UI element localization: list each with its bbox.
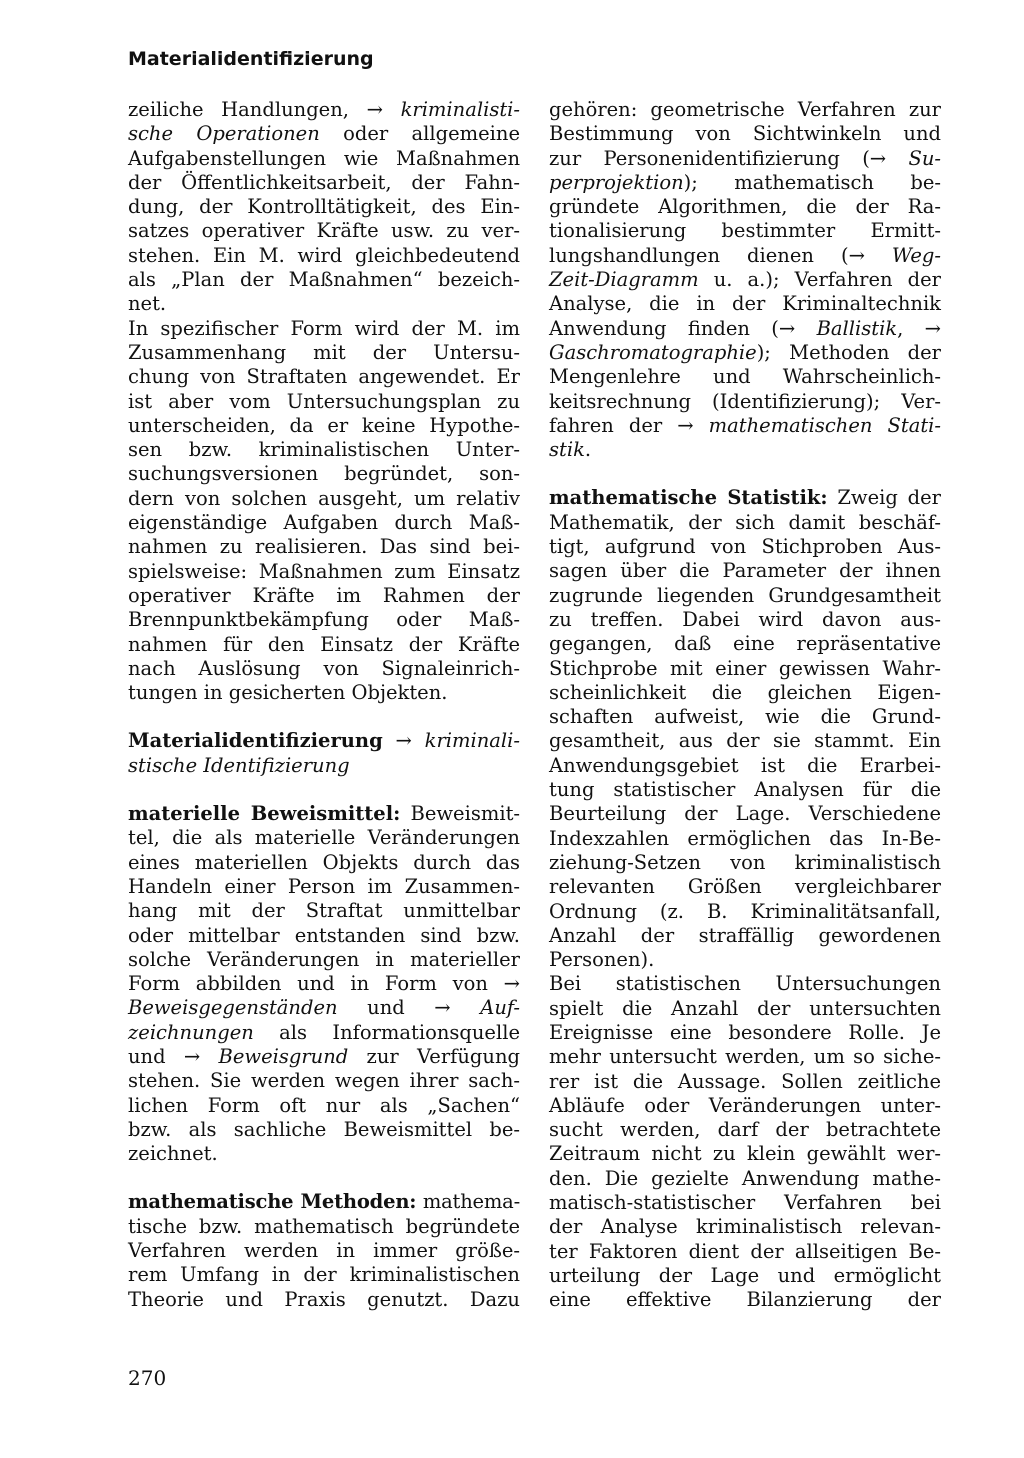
text-line: nach Auslösung von Signaleinrich- [128, 656, 520, 680]
text-line: schaften aufweist, wie die Grund- [549, 705, 941, 729]
text-line: der Analyse kriminalistisch relevan- [549, 1215, 941, 1239]
text-line: Brennpunktbekämpfung oder Maß- [128, 608, 520, 632]
text-line: dung, der Kontrolltätigkeit, des Ein- [128, 195, 520, 219]
cross-reference: Gaschromatographie [549, 340, 757, 364]
text-line: tigt, aufgrund von Stichproben Aus- [549, 535, 941, 559]
text-line: Form abbilden und in Form von → [128, 972, 520, 996]
text-line: eines materiellen Objekts durch das [128, 850, 520, 874]
entry-term: materielle Beweismittel: [128, 802, 401, 826]
text-line: zur Personenidentifizierung (→ Su- [549, 146, 941, 170]
cross-reference: zeichnungen [128, 1020, 254, 1044]
right-column [549, 98, 941, 1313]
text-line: oder mittelbar entstanden sind bzw. [128, 923, 520, 947]
text-line: zugrunde liegenden Grundgesamtheit [549, 583, 941, 607]
cross-reference: stik [549, 438, 585, 462]
text-line: zeiliche Handlungen, → kriminalisti- [128, 98, 520, 121]
text-line: relevanten Größen vergleichbarer [549, 875, 941, 899]
text-line: materielle Beweismittel: Beweismit- [128, 802, 520, 826]
text-line: der Öffentlichkeitsarbeit, der Fahn- [128, 170, 520, 194]
cross-reference: Beweisgegenständen [128, 996, 338, 1020]
text-line: Anwendung finden (→ Ballistik, → [549, 316, 941, 340]
text-line: lichen Form oft nur als „Sachen“ [128, 1093, 520, 1117]
entry-term: mathematische Statistik: [549, 486, 828, 510]
running-head: Materialidentifizierung [128, 48, 374, 70]
text-line: solche Veränderungen in materieller [128, 947, 520, 971]
text-line: Verfahren werden in immer größe- [128, 1239, 520, 1263]
text-line: eigenständige Aufgaben durch Maß- [128, 511, 520, 535]
text-line: tische bzw. mathematisch begründete [128, 1214, 520, 1238]
cross-reference: Su- [908, 146, 941, 170]
text-line: Anzahl der straffällig gewordenen [549, 923, 941, 947]
text-line: nahmen für den Einsatz der Kräfte [128, 632, 520, 656]
text-line: gegangen, daß eine repräsentative [549, 632, 941, 656]
text-line: Ereignisse eine besondere Rolle. Je [549, 1020, 941, 1044]
entry-mathematische-statistik [549, 486, 941, 1312]
text-line: tung statistischer Analysen für die [549, 778, 941, 802]
text-line: sucht werden, darf der betrachtete [549, 1118, 941, 1142]
text-line: Analyse, die in der Kriminaltechnik [549, 292, 941, 316]
text-line: eine effektive Bilanzierung der [549, 1288, 941, 1312]
text-line: perprojektion); mathematisch be- [549, 170, 941, 194]
paragraph-continuation [128, 98, 520, 317]
text-line: Abläufe oder Veränderungen unter- [549, 1093, 941, 1117]
text-line: Beurteilung der Lage. Verschiedene [549, 802, 941, 826]
text-line: mathematische Statistik: Zweig der [549, 486, 941, 510]
text-line: fahren der → mathematischen Stati- [549, 413, 941, 437]
text-line: spielt die Anzahl der untersuchten [549, 996, 941, 1020]
text-line: satzes operativer Kräfte usw. zu ver- [128, 219, 520, 243]
text-line: ist aber vom Untersuchungsplan zu [128, 389, 520, 413]
text-line: Zusammenhang mit der Untersu- [128, 340, 520, 364]
text-line: Ordnung (z. B. Kriminalitätsanfall, [549, 899, 941, 923]
text-line: Zeit-Diagramm u. a.); Verfahren der [549, 268, 941, 292]
text-line: suchungsversionen begründet, son- [128, 462, 520, 486]
text-line: dern von solchen ausgeht, um relativ [128, 486, 520, 510]
text-line: den. Die gezielte Anwendung mathe- [549, 1166, 941, 1190]
text-line: sen bzw. kriminalistischen Unter- [128, 438, 520, 462]
left-column [128, 98, 520, 1312]
text-line: und → Beweisgrund zur Verfügung [128, 1044, 520, 1068]
text-line: stehen. Ein M. wird gleichbedeutend [128, 243, 520, 267]
entry-term: Materialidentifizierung [128, 729, 383, 753]
entry-materialidentifizierung [128, 729, 520, 778]
text-line: Anwendungsgebiet ist die Erarbei- [549, 753, 941, 777]
text-line: bzw. als sachliche Beweismittel be- [128, 1117, 520, 1141]
text-line: Indexzahlen ermöglichen das In-Be- [549, 826, 941, 850]
text-line: gehören: geometrische Verfahren zur [549, 98, 941, 121]
text-line: gesamtheit, aus der sie stammt. Ein [549, 729, 941, 753]
text-line: Aufgabenstellungen wie Maßnahmen [128, 146, 520, 170]
text-line: mathematische Methoden: mathema- [128, 1190, 520, 1214]
cross-reference: stische Identifizierung [128, 753, 350, 777]
text-line: sche Operationen oder allgemeine [128, 122, 520, 146]
text-line: mehr untersucht werden, um so siche- [549, 1045, 941, 1069]
text-line: Mathematik, der sich damit beschäf- [549, 510, 941, 534]
page-number: 270 [128, 1366, 167, 1390]
text-line: Stichprobe mit einer gewissen Wahr- [549, 656, 941, 680]
text-line: zu treffen. Dabei wird davon aus- [549, 607, 941, 631]
text-line: keitsrechnung (Identifizierung); Ver- [549, 389, 941, 413]
cross-reference: kriminali- [424, 729, 520, 753]
text-line: zeichnet. [128, 1142, 218, 1166]
text-line: zeichnungen als Informationsquelle [128, 1020, 520, 1044]
text-line: Bestimmung von Sichtwinkeln und [549, 122, 941, 146]
text-line: In spezifischer Form wird der M. im [128, 316, 520, 340]
text-line: gründete Algorithmen, die der Ra- [549, 195, 941, 219]
text-line: Zeitraum nicht zu klein gewählt wer- [549, 1142, 941, 1166]
text-line: Bei statistischen Untersuchungen [549, 972, 941, 996]
cross-reference: Beweisgrund [218, 1044, 349, 1068]
text-line: Mengenlehre und Wahrscheinlich- [549, 365, 941, 389]
text-line: matisch-statistischer Verfahren bei [549, 1191, 941, 1215]
text-line: Materialidentifizierung → kriminali- [128, 729, 520, 753]
paragraph-continuation [549, 98, 941, 462]
text-line: ziehung-Setzen von kriminalistisch [549, 850, 941, 874]
entry-term: mathematische Methoden: [128, 1190, 417, 1214]
text-line: rem Umfang in der kriminalistischen [128, 1263, 520, 1287]
text-line: Gaschromatographie); Methoden der [549, 340, 941, 364]
cross-reference: Ballistik [816, 316, 898, 340]
text-line: rer ist die Aussage. Sollen zeitliche [549, 1069, 941, 1093]
text-line: Handeln einer Person im Zusammen- [128, 874, 520, 898]
cross-reference: Zeit-Diagramm [549, 268, 699, 292]
cross-reference: Weg- [891, 243, 941, 267]
entry-materielle-beweismittel [128, 802, 520, 1166]
text-line: chung von Straftaten angewendet. Er [128, 365, 520, 389]
cross-reference: Auf- [480, 996, 520, 1020]
text-line: tel, die als materielle Veränderungen [128, 826, 520, 850]
text-line: urteilung der Lage und ermöglicht [549, 1263, 941, 1287]
cross-reference: mathematischen Stati- [708, 413, 941, 437]
text-line: tionalisierung bestimmter Ermitt- [549, 219, 941, 243]
text-line: Beweisgegenständen und → Auf- [128, 996, 520, 1020]
text-line: hang mit der Straftat unmittelbar [128, 899, 520, 923]
text-line: operativer Kräfte im Rahmen der [128, 583, 520, 607]
paragraph [128, 317, 520, 706]
text-line: stehen. Sie werden wegen ihrer sach- [128, 1069, 520, 1093]
text-line: spielsweise: Maßnahmen zum Einsatz [128, 559, 520, 583]
text-line: scheinlichkeit die gleichen Eigen- [549, 680, 941, 704]
text-line: net. [128, 292, 167, 316]
text-line: lungshandlungen dienen (→ Weg- [549, 243, 941, 267]
text-line: ter Faktoren dient der allseitigen Be- [549, 1239, 941, 1263]
text-line: als „Plan der Maßnahmen“ bezeich- [128, 268, 520, 292]
text-line: Theorie und Praxis genutzt. Dazu [128, 1287, 520, 1311]
text-line: unterscheiden, da er keine Hypothe- [128, 413, 520, 437]
text-line: tungen in gesicherten Objekten. [128, 681, 448, 705]
text-line: sagen über die Parameter der ihnen [549, 559, 941, 583]
cross-reference: perprojektion [549, 170, 684, 194]
text-line: nahmen zu realisieren. Das sind bei- [128, 535, 520, 559]
text-line: stik. [549, 438, 592, 462]
text-line: Personen). [549, 948, 655, 972]
entry-mathematische-methoden [128, 1190, 520, 1311]
